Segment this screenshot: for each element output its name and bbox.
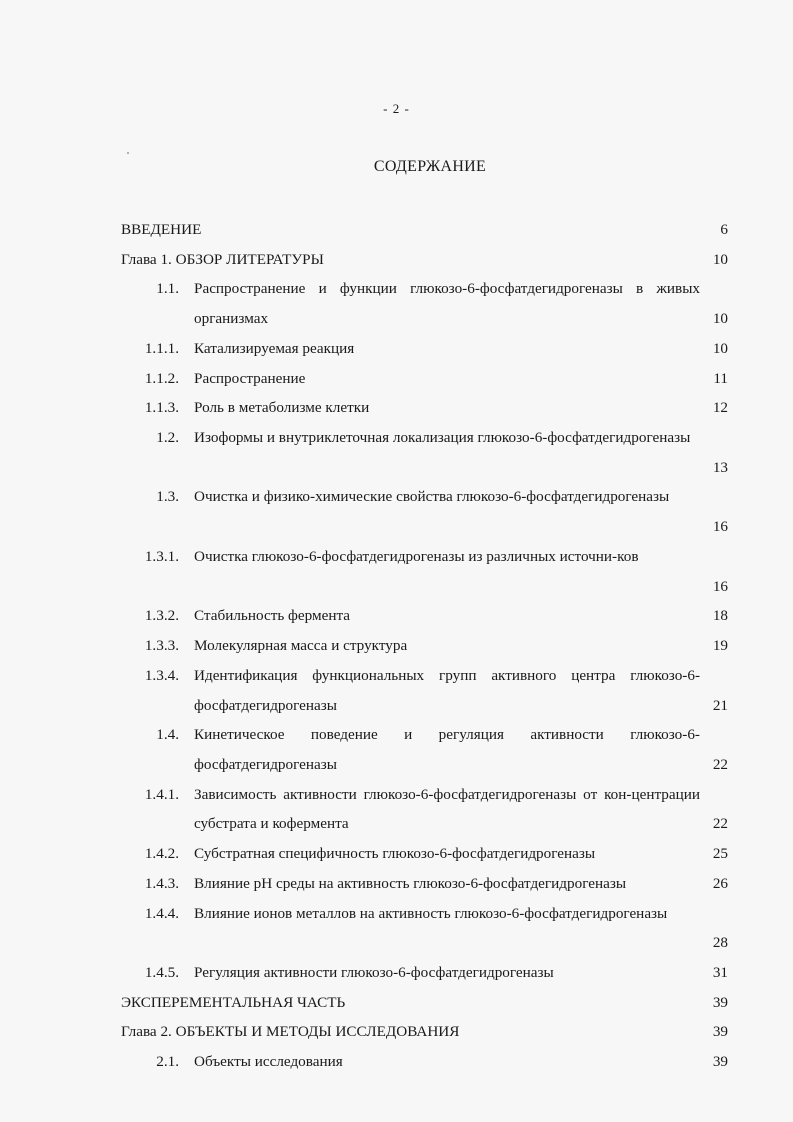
toc-entry-page: 16	[712, 577, 728, 595]
toc-entry-number: 1.3.2.	[144, 607, 179, 625]
toc-entry	[0, 601, 793, 631]
toc-entry-page: 10	[712, 310, 728, 328]
toc-entry-page: 19	[712, 637, 728, 655]
toc-entry	[0, 482, 793, 541]
toc-entry-number: 1.1.3.	[144, 399, 179, 417]
toc-entry-number: 1.3.4.	[144, 666, 179, 684]
toc-entry-text: ЭКСПЕРЕМЕНТАЛЬНАЯ ЧАСТЬ	[121, 993, 346, 1011]
toc-entry-text: Идентификация функциональных групп активного центра глюкозо-6-фосфатдегидрогеназы	[194, 666, 700, 714]
toc-entry	[0, 661, 793, 720]
toc-entry-page: 26	[712, 874, 728, 892]
toc-entry-page: 39	[712, 1053, 728, 1071]
toc-entry-page: 10	[712, 339, 728, 357]
toc-entry-text: Зависимость активности глюкозо-6-фосфатдегидрогеназы от кон-центрации субстрата и кофермента	[194, 785, 700, 833]
toc-entry	[0, 364, 793, 394]
toc-entry	[0, 423, 793, 482]
toc-entry-page: 22	[712, 815, 728, 833]
toc-entry-text: Роль в метаболизме клетки	[194, 399, 370, 417]
toc-entry	[0, 334, 793, 364]
toc-entry-text: Очистка и физико-химические свойства глюкозо-6-фосфатдегидрогеназы	[194, 488, 670, 506]
page-number: - 2 -	[383, 101, 410, 116]
toc-entry	[0, 1017, 793, 1047]
toc-entry-text: Кинетическое поведение и регуляция активности глюкозо-6-фосфатдегидрогеназы	[194, 726, 700, 773]
toc-entry	[0, 720, 793, 779]
toc-entry-number: 1.4.2.	[144, 845, 179, 863]
toc-entry	[0, 899, 793, 958]
toc-entry-number: 1.1.1.	[144, 339, 179, 357]
toc-entry	[0, 245, 793, 275]
toc-entry-page: 31	[712, 963, 728, 981]
toc-entry	[0, 958, 793, 988]
toc-entry	[0, 780, 793, 839]
toc-entry-text: ВВЕДЕНИЕ	[121, 221, 202, 238]
toc-entry-text: Стабильность фермента	[194, 607, 351, 625]
toc-entry-page: 16	[712, 518, 728, 536]
toc-entry	[0, 1047, 793, 1077]
toc-entry	[0, 869, 793, 899]
toc-entry-page: 21	[712, 696, 728, 714]
toc-entry-number: 1.4.3.	[144, 874, 179, 892]
toc-entry-text: Влияние ионов металлов на активность глюкозо-6-фосфатдегидрогеназы	[194, 904, 668, 922]
toc-entry-number: 1.4.5.	[144, 963, 179, 981]
toc-entry-text: Субстратная специфичность глюкозо-6-фосфатдегидрогеназы	[194, 845, 596, 863]
scan-speck	[127, 152, 129, 154]
toc-entry-number: 1.3.3.	[144, 637, 179, 655]
toc-entry-page: 22	[712, 755, 728, 773]
toc-entry-text: Распространение и функции глюкозо-6-фосфатдегидрогеназы в живых организмах	[194, 280, 700, 328]
toc-entry-page: 6	[720, 221, 728, 238]
toc-entry-number: 1.2.	[156, 429, 179, 447]
toc-entry-text: Глава 1. ОБЗОР ЛИТЕРАТУРЫ	[121, 250, 324, 268]
toc-entry-page: 12	[712, 399, 728, 417]
toc-entry-number: 1.3.1.	[144, 547, 179, 565]
toc-entry	[0, 542, 793, 601]
toc-entry	[0, 631, 793, 661]
toc-entry-number: 1.4.	[156, 726, 179, 744]
toc-entry-text: Очистка глюкозо-6-фосфатдегидрогеназы из различных источни-ков	[194, 547, 639, 565]
toc-entry-text: Объекты исследования	[194, 1053, 343, 1071]
toc-entry-number: 1.4.4.	[144, 904, 179, 922]
toc-entry	[0, 839, 793, 869]
toc-entry-text: Молекулярная масса и структура	[194, 637, 408, 655]
toc-entry-page: 25	[712, 845, 728, 863]
toc-entry-text: Распространение	[194, 369, 306, 387]
toc-entry-text: Глава 2. ОБЪЕКТЫ И МЕТОДЫ ИССЛЕДОВАНИЯ	[121, 1023, 460, 1041]
toc-entry-text: Катализируемая реакция	[194, 339, 355, 357]
toc-entry-page: 13	[712, 458, 728, 476]
toc-entry-text: Влияние pH среды на активность глюкозо-6-фосфатдегидрогеназы	[194, 874, 627, 892]
toc-entry-page: 11	[713, 369, 728, 387]
toc-entry-page: 18	[712, 607, 728, 625]
toc-entry	[0, 988, 793, 1018]
table-of-contents	[0, 215, 793, 1077]
toc-entry-text: Регуляция активности глюкозо-6-фосфатдегидрогеназы	[194, 963, 554, 981]
toc-entry	[0, 393, 793, 423]
toc-entry-page: 28	[712, 934, 728, 952]
toc-entry-number: 1.3.	[156, 488, 179, 506]
toc-entry-number: 2.1.	[156, 1053, 179, 1071]
toc-entry-page: 39	[712, 1023, 728, 1041]
toc-entry-number: 1.1.2.	[144, 369, 179, 387]
toc-entry-page: 39	[712, 993, 728, 1011]
toc-entry	[0, 215, 793, 245]
toc-entry-number: 1.4.1.	[144, 785, 179, 803]
toc-entry-text: Изоформы и внутриклеточная локализация глюкозо-6-фосфатдегидрогеназы	[194, 429, 691, 447]
toc-entry	[0, 274, 793, 333]
toc-entry-page: 10	[712, 250, 728, 268]
toc-title: СОДЕРЖАНИЕ	[373, 158, 487, 175]
toc-entry-number: 1.1.	[156, 280, 179, 298]
